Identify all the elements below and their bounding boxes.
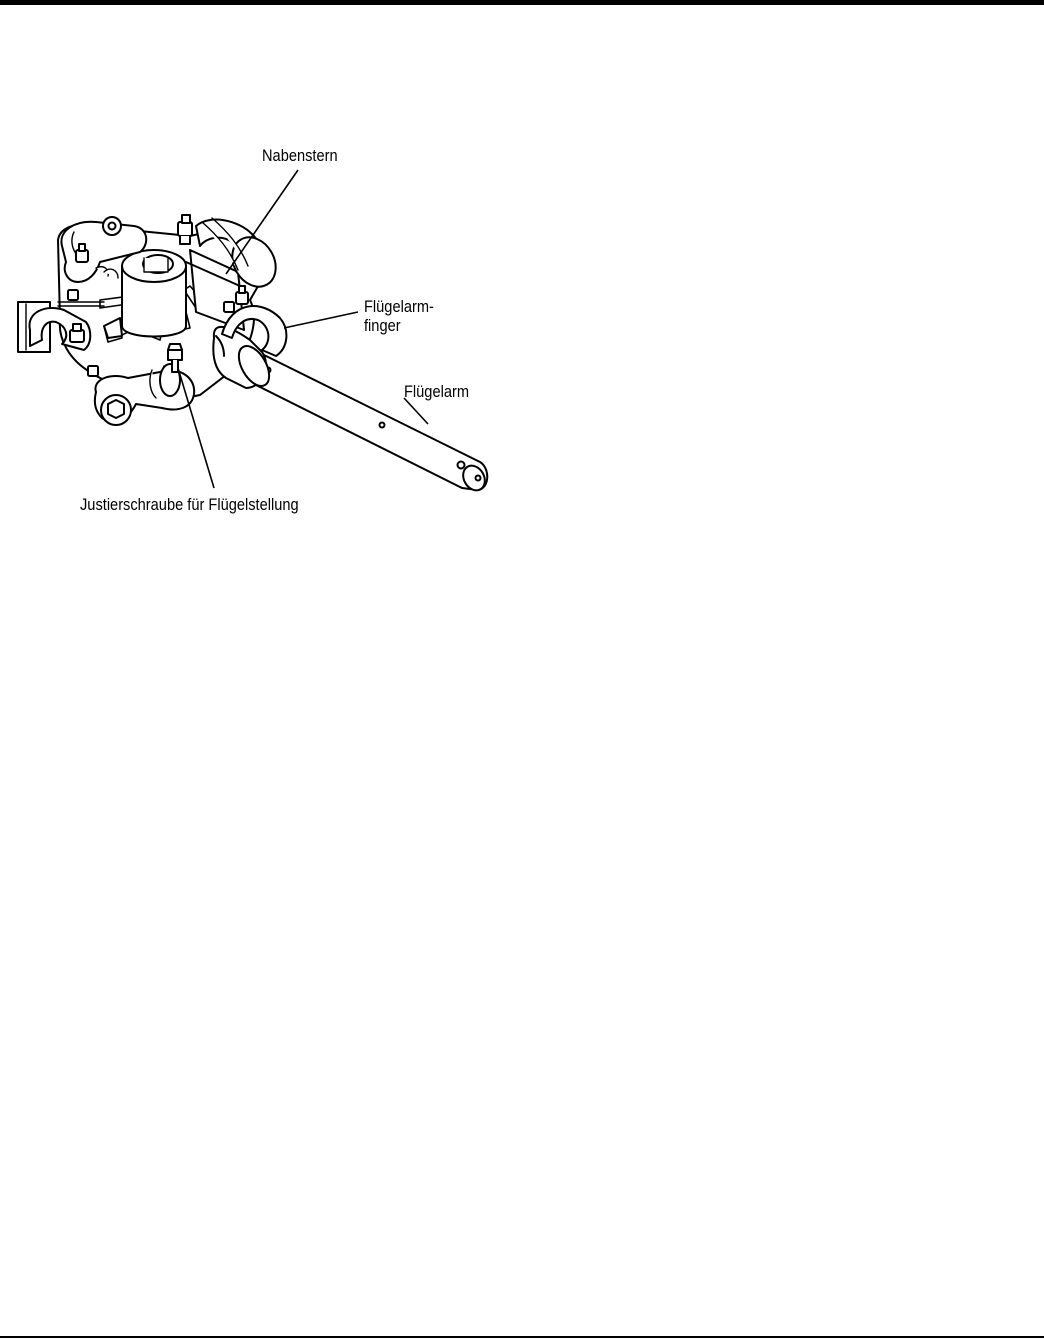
label-wing-arm-finger-line1: Flügelarm- — [364, 297, 434, 316]
hex-hole — [108, 400, 124, 418]
label-wing-arm: Flügelarm — [404, 382, 470, 401]
wing-arm-hole — [458, 462, 465, 469]
label-hub-star: Nabenstern — [262, 146, 338, 165]
leader-fluegelarm-finger — [284, 312, 358, 328]
wing-arm-shaft — [246, 352, 487, 490]
leader-fluegelarm — [404, 398, 428, 424]
adjust-screw — [168, 350, 182, 360]
label-wing-arm-finger-line2: finger — [364, 316, 401, 335]
bottom-rule — [0, 1336, 1044, 1338]
label-adjust-screw: Justierschraube für Flügelstellung — [80, 495, 299, 514]
